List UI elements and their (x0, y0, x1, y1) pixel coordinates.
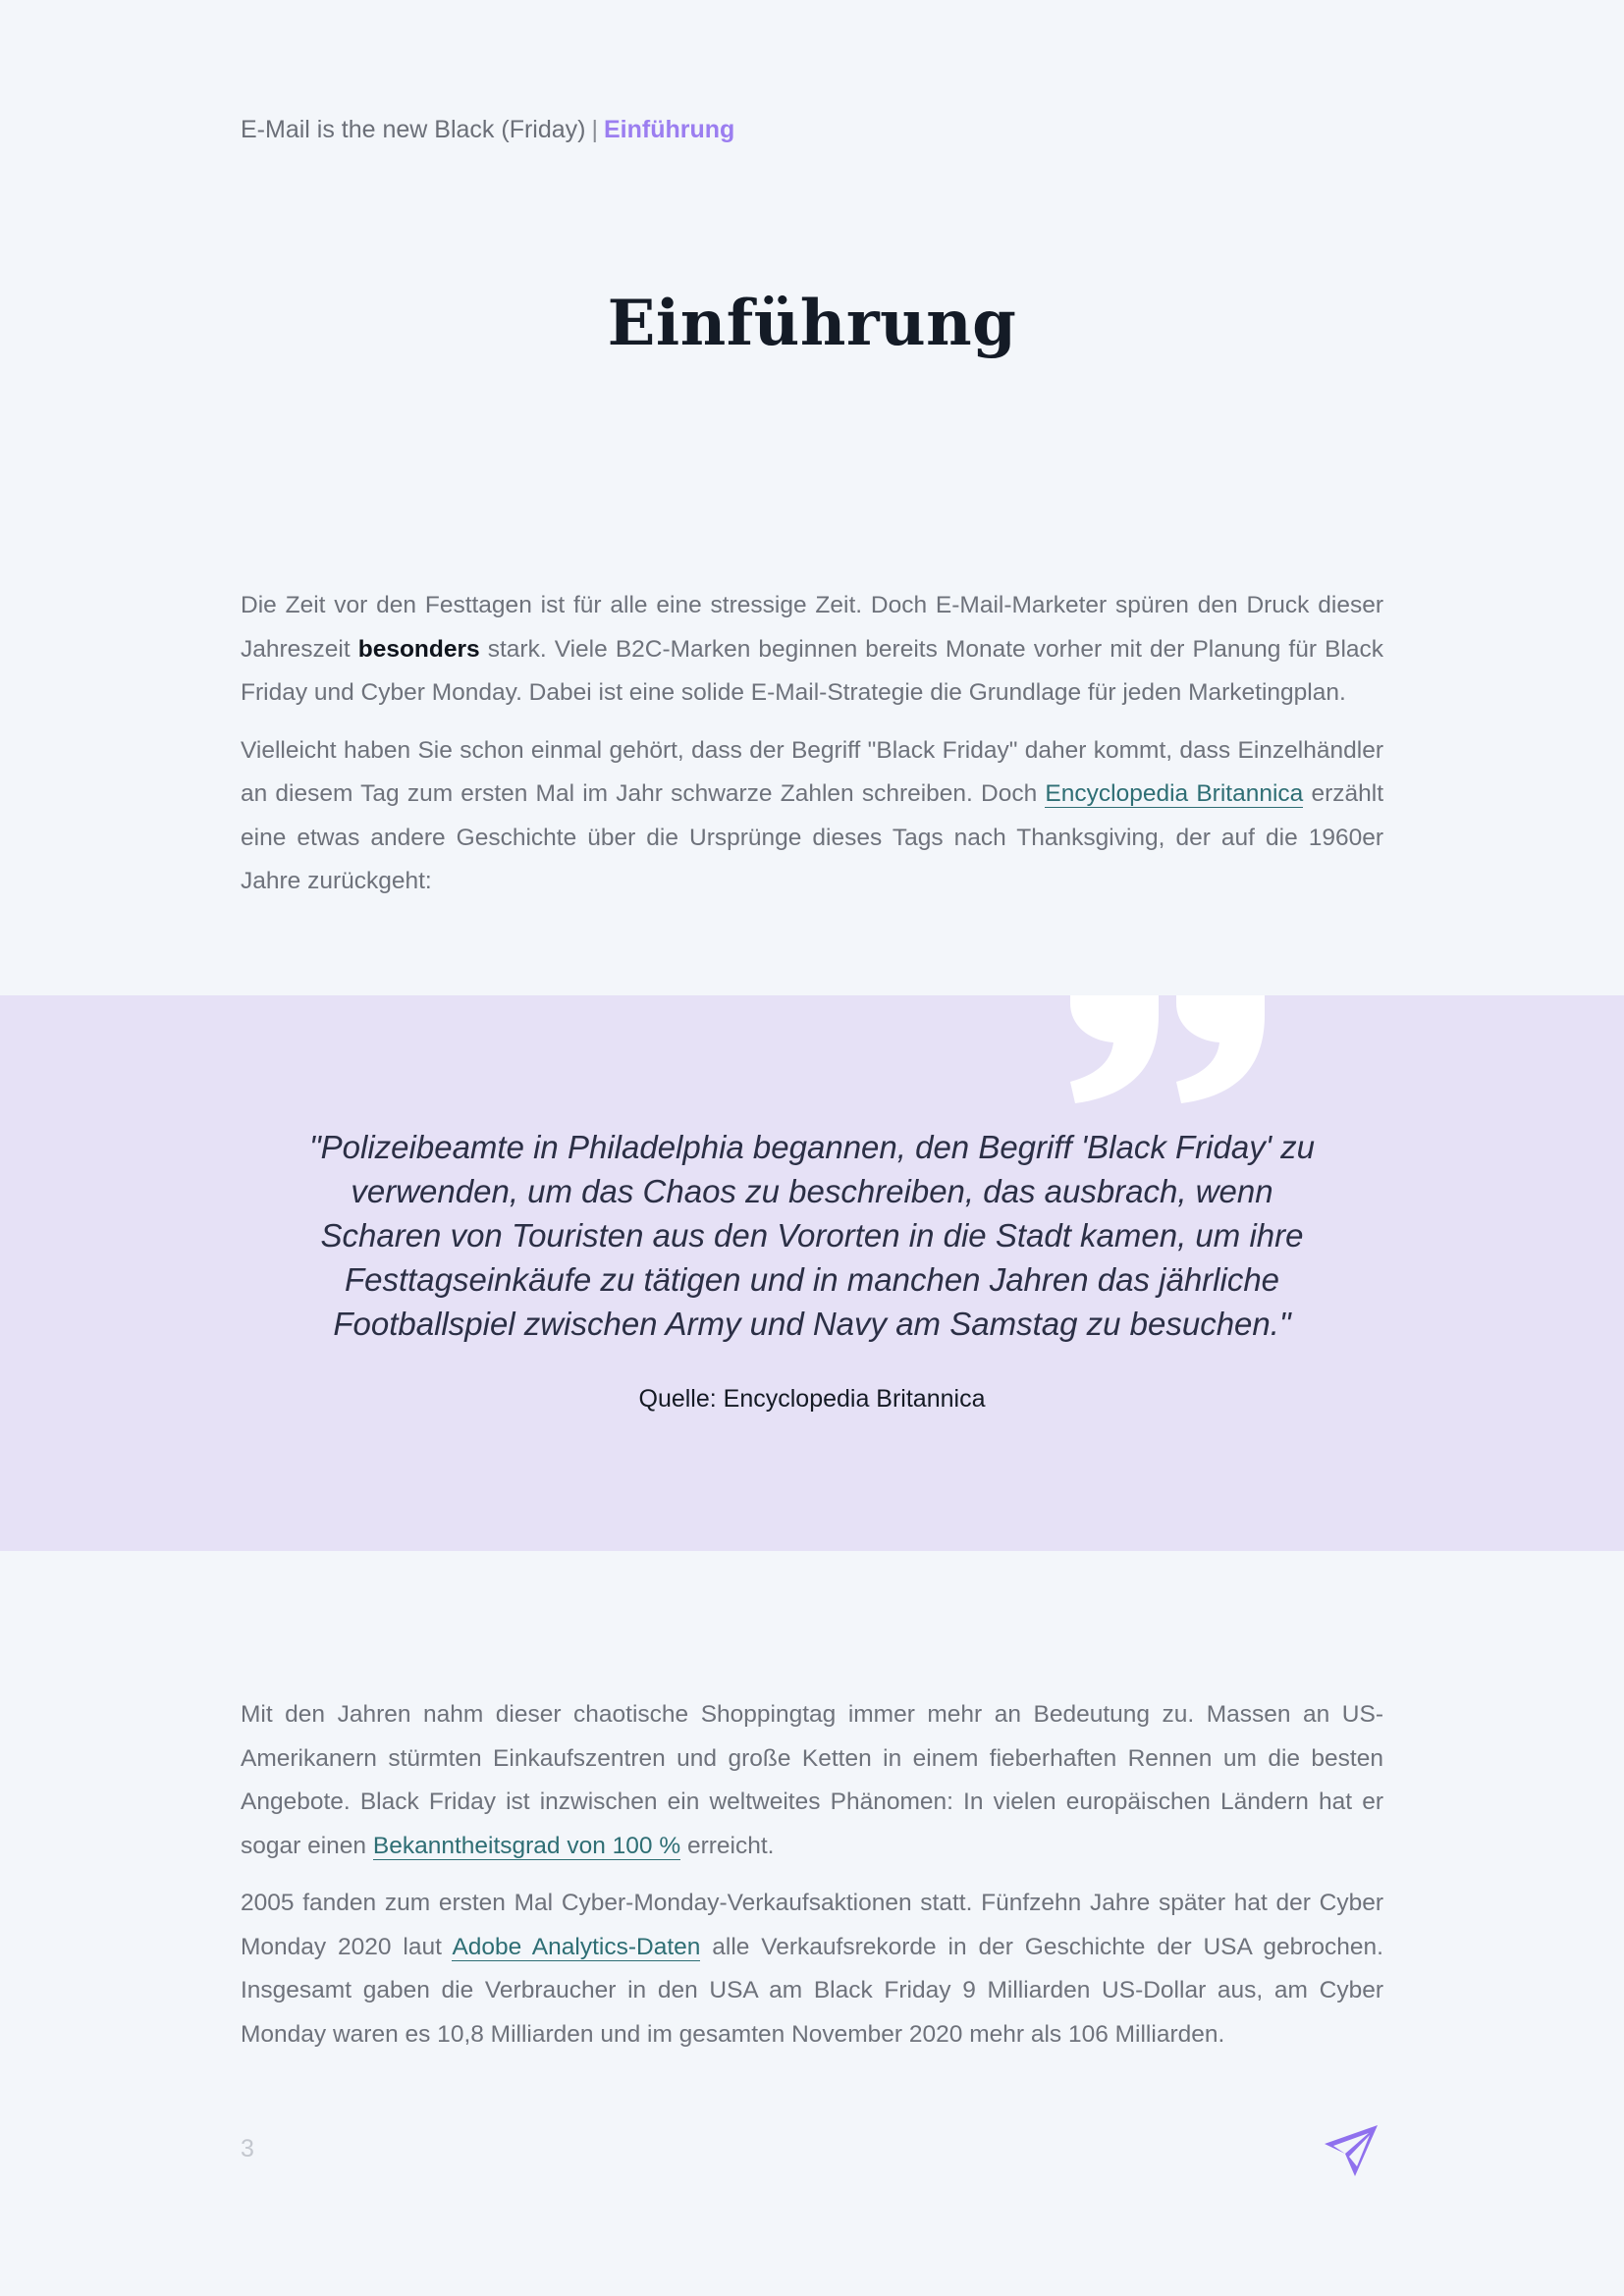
quote-mark-icon (1060, 995, 1272, 1113)
paragraph-body-2 (241, 1882, 1383, 2056)
page-title: Einführung (607, 287, 1017, 360)
paragraph-text: erreicht. (680, 1832, 775, 1859)
document-title: E-Mail is the new Black (Friday) (241, 116, 586, 143)
paragraph-text: stark. Viele B2C-Marken beginnen bereits Monate vorher mit der Planung für Black Friday und Cyber Monday. Dabei ist eine solide E-Mail-Strategie die Grundlage für jeden Marketingplan. (241, 635, 1384, 706)
emphasis-text: besonders (357, 635, 480, 663)
paragraph-intro-2 (241, 729, 1383, 904)
page-number: 3 (241, 2135, 254, 2163)
intro-text (241, 584, 1383, 918)
body-text (241, 1693, 1383, 2070)
section-name: Einführung (603, 116, 735, 143)
paper-plane-icon (1322, 2122, 1380, 2181)
paragraph-text: Die Zeit vor den Festtagen ist für alle eine stressige Zeit. Doch E-Mail-Marketer spüren den Druck dieser Jahreszeit (241, 592, 1383, 663)
header-separator: | (591, 116, 598, 143)
britannica-link[interactable]: Encyclopedia Britannica (1045, 780, 1304, 807)
quote-band (0, 995, 1624, 1551)
quote-source: Quelle: Encyclopedia Britannica (638, 1385, 986, 1413)
awareness-link[interactable]: Bekanntheitsgrad von 100 % (372, 1832, 681, 1859)
paragraph-text: alle Verkaufsrekorde in der Geschichte der USA gebrochen. Insgesamt gaben die Verbraucher in den USA am Black Friday 9 Milliarden US-Dollar aus, am Cyber Monday waren es 10,8 Milliarden und im gesamten November 2020 mehr als 106 Milliarden. (241, 1933, 1383, 2048)
paragraph-text: 2005 fanden zum ersten Mal Cyber-Monday-Verkaufsaktionen statt. Fünfzehn Jahre später hat der Cyber Monday 2020 laut (241, 1890, 1383, 1960)
paragraph-body-1 (241, 1693, 1383, 1868)
adobe-analytics-link[interactable]: Adobe Analytics-Daten (452, 1933, 701, 1960)
paragraph-intro-1 (241, 584, 1383, 716)
paragraph-text: erzählt eine etwas andere Geschichte über die Ursprünge dieses Tags nach Thanksgiving, der auf die 1960er Jahre zurückgeht: (241, 780, 1383, 894)
paragraph-text: Vielleicht haben Sie schon einmal gehört, dass der Begriff "Black Friday" daher kommt, dass Einzelhändler an diesem Tag zum ersten Mal im Jahr schwarze Zahlen schreiben. Doch (241, 736, 1383, 807)
running-header (241, 116, 734, 144)
paragraph-text: Mit den Jahren nahm dieser chaotische Shoppingtag immer mehr an Bedeutung zu. Massen an US-Amerikanern stürmten Einkaufszentren und große Ketten in einem fieberhaften Rennen um die besten Angebote. Black Friday ist inzwischen ein weltweites Phänomen: In vielen europäischen Ländern hat er sogar einen (241, 1701, 1383, 1859)
quote-text: "Polizeibeamte in Philadelphia begannen, den Begriff 'Black Friday' zu verwenden, um das Chaos zu beschreiben, das ausbrach, wenn Scharen von Touristen aus den Vororten in die Stadt kamen, um ihre Festtagseinkäufe zu tätigen und in manchen Jahren das jährliche Footballspiel zwischen Army und Navy am Samstag zu besuchen." (308, 1129, 1316, 1342)
